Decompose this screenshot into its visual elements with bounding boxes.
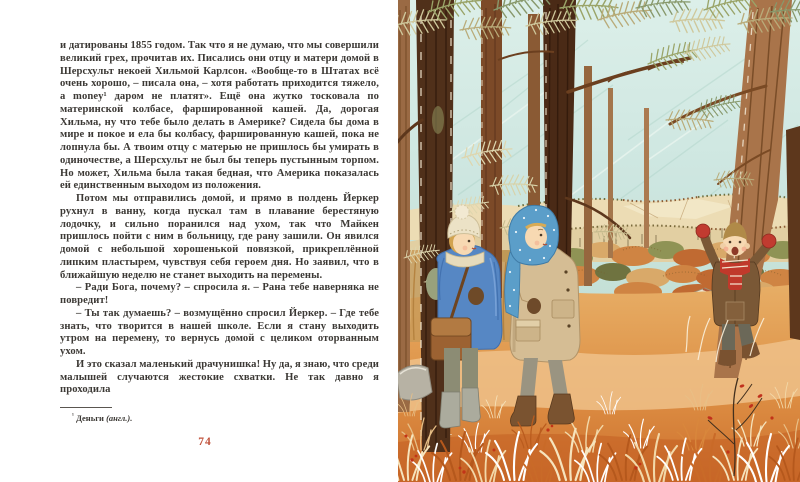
paragraph-2: Потом мы отправились домой, и прямо в полдень Йеркер рухнул в ванну, когда пускал там в плавание берестяную лодочку, и сильно поранился над ухом, так что Майкен пришлось пойти с ним в больницу, где рану зашили. Он явился домой с небольшой хорошенькой повязкой, прикреплённой липким пластырем, чувствуя себя героем дня. Но заявил, что в ближайшую неделю не станет выходить на перемены. (60, 193, 379, 281)
footnote-lang: (англ.). (106, 412, 133, 423)
grey-rock (398, 365, 432, 400)
body-text-column (60, 40, 379, 397)
footnote-marker: ¹ (72, 412, 74, 419)
book-illustration (398, 0, 800, 482)
footnote-word: Деньги (76, 412, 107, 423)
footnote-divider (60, 407, 112, 408)
paragraph-1: и датированы 1855 годом. Так что я не думаю, что мы совершили великий грех, прочитав их. Писались они отцу и матери домой в Шерсхульт некоей Хильмой Карлсон. «Вообще-то в Штатах всё очень хорошо, – писала она, – хотя работать приходится тяжело, а money¹ даром не платят». Ещё она жутко тосковала по материнской колбасе, фаршированной кашей. Да, дорогая Хильма, ну что тебе было делать в Америке? Сидела бы дома в мире и покое и ела бы колбасу, фаршированную кашей, пока не лопнула бы. А твоим отцу с матерью не пришлось бы умирать в одиночестве, а Шерсхульт не был бы теперь пустынным торпом. Но может, Хильма была такая бедная, что Америка показалась ей единственным выходом из положения. (60, 40, 379, 192)
paragraph-5: И это сказал маленький драчунишка! Ну да, я знаю, что среди малышей случаются жестокие схватки. Не так давно я проходила (60, 358, 379, 396)
page-number: 74 (198, 436, 212, 448)
left-book-page (0, 0, 398, 482)
paragraph-3-dialogue: – Ради Бога, почему? – спросила я. – Рана тебе наверняка не повредит! (60, 282, 379, 306)
footnote-text (60, 412, 379, 423)
footnote (60, 407, 379, 423)
paragraph-4-dialogue: – Ты так думаешь? – возмущённо спросил Йеркер. – Где тебе знать, что творится в нашей школе. Если я стану выходить утром на перемену, то вернусь домой с целиком оторванным ухом. (60, 307, 379, 357)
